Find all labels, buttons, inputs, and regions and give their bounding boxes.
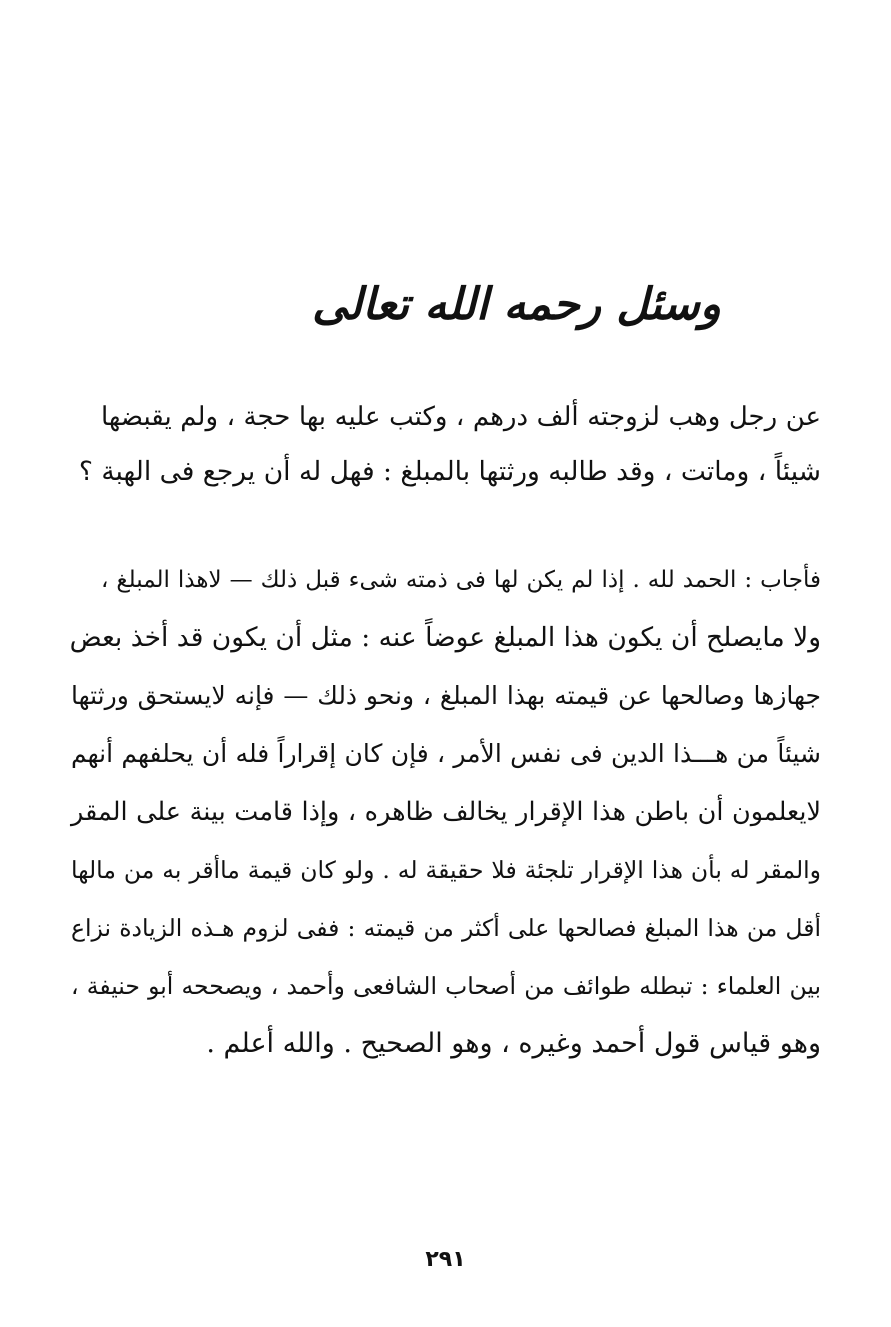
- answer-line-1: فأجاب : الحمد لله . إذا لم يكن لها فى ذمته شىء قبل ذلك — لاهذا المبلغ ،: [101, 567, 821, 593]
- answer-line-3: جهازها وصالحها عن قيمته بهذا المبلغ ، ونحو ذلك — فإنه لايستحق ورثتها: [71, 681, 821, 710]
- answer-line-4: شيئاً من هـــذا الدين فى نفس الأمر ، فإن كان إقراراً فله أن يحلفهم أنهم: [71, 739, 821, 768]
- page-number: ٢٩١: [425, 1247, 466, 1272]
- question-line-1: عن رجل وهب لزوجته ألف درهم ، وكتب عليه بها حجة ، ولم يقبضها: [101, 402, 821, 432]
- answer-line-2: ولا مايصلح أن يكون هذا المبلغ عوضاً عنه : مثل أن يكون قد أخذ بعض: [69, 622, 821, 653]
- answer-line-7: أقل من هذا المبلغ فصالحها على أكثر من قيمته : ففى لزوم هـذه الزيادة نزاع: [71, 914, 821, 942]
- answer-line-9: وهو قياس قول أحمد وغيره ، وهو الصحيح . والله أعلم .: [206, 1028, 821, 1059]
- section-heading: وسئل رحمه الله تعالى: [312, 279, 721, 330]
- question-line-2: شيئاً ، وماتت ، وقد طالبه ورثتها بالمبلغ : فهل له أن يرجع فى الهبة ؟: [78, 456, 821, 487]
- answer-line-6: والمقر له بأن هذا الإقرار تلجئة فلا حقيقة له . ولو كان قيمة ماأقر به من مالها: [71, 856, 821, 884]
- answer-line-5: لايعلمون أن باطن هذا الإقرار يخالف ظاهره ، وإذا قامت بينة على المقر: [71, 797, 821, 827]
- answer-line-8: بين العلماء : تبطله طوائف من أصحاب الشافعى وأحمد ، ويصححه أبو حنيفة ،: [71, 972, 821, 1000]
